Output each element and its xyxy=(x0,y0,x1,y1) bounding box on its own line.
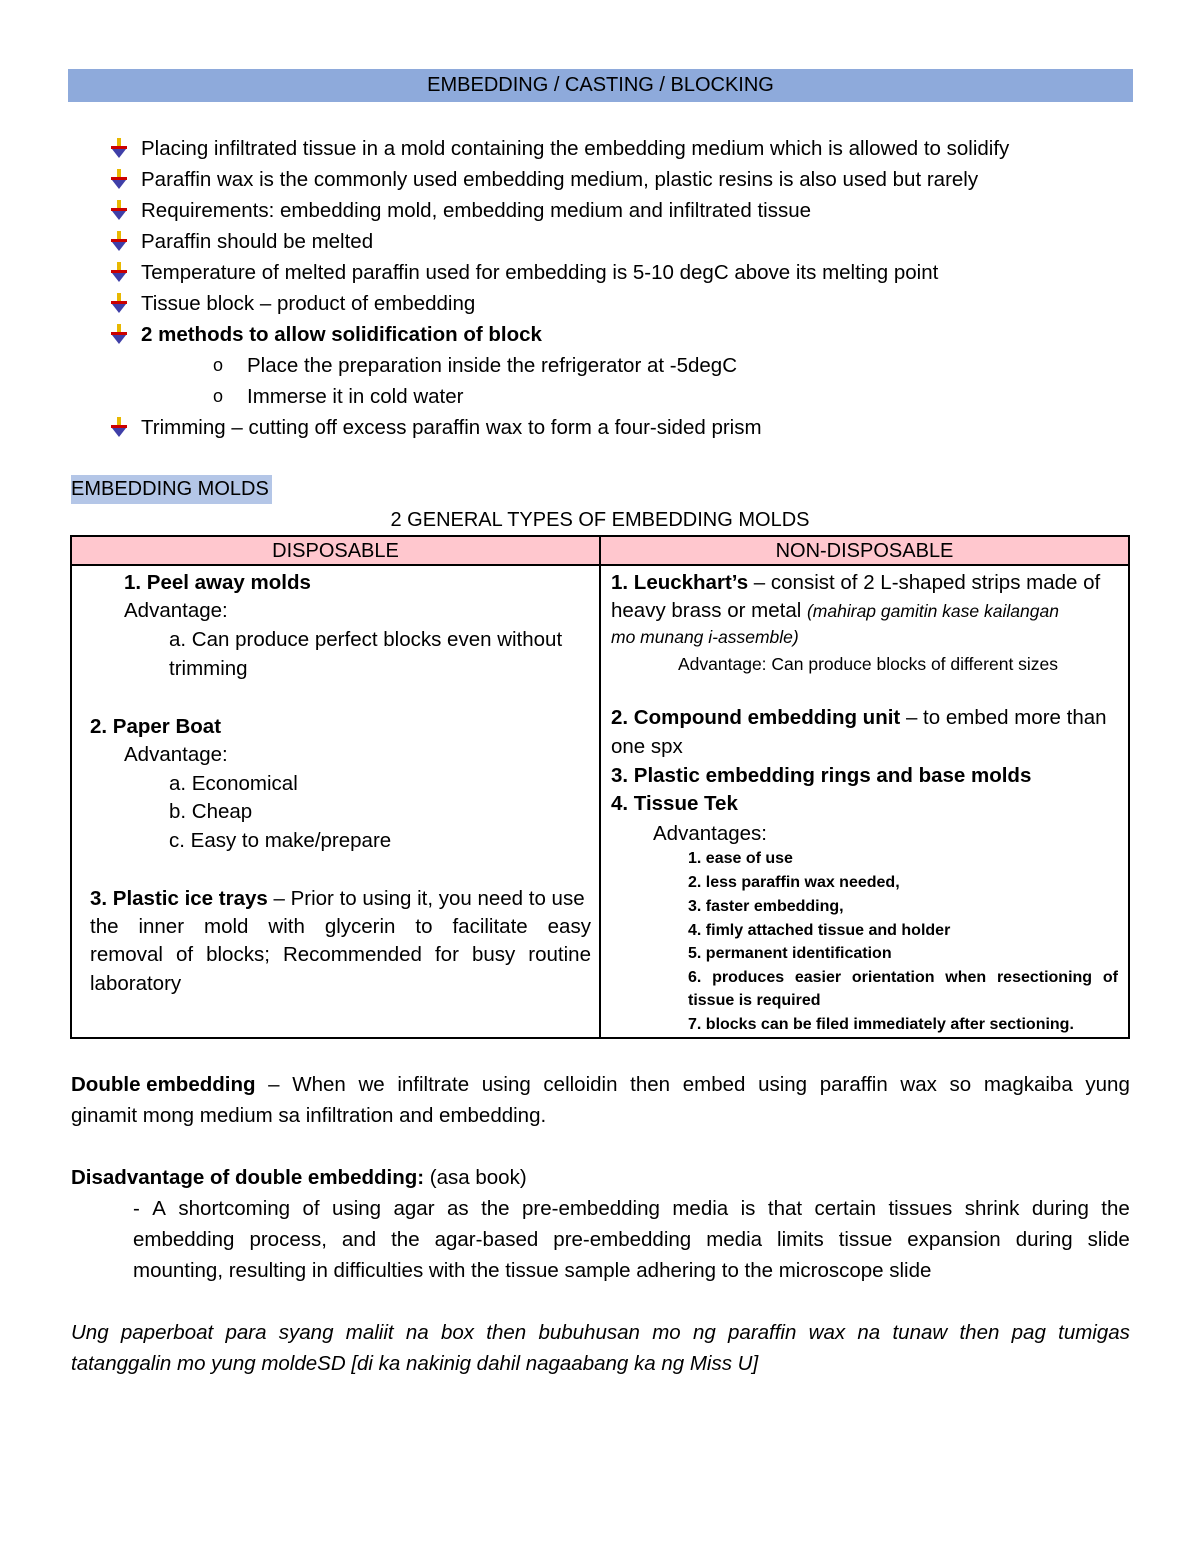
leuckhart-line: 1. Leuckhart’s – consist of 2 L-shaped strips made of xyxy=(611,571,1101,594)
leuckhart-title: 1. Leuckhart’s xyxy=(611,571,749,594)
circle-bullet-icon: o xyxy=(213,386,224,406)
peel-advantage-line: trimming xyxy=(169,657,248,680)
arrow-down-bullet-icon xyxy=(108,137,130,161)
list-item: Trimming – cutting off excess paraffin wax to form a four-sided prism xyxy=(108,412,1138,443)
disadvantage-heading-line: Disadvantage of double embedding: (asa book) xyxy=(71,1166,527,1189)
paperboat-note-line: Ung paperboat para syang maliit na box then bubuhusan mo ng paraffin wax na tunaw then pag tumigas xyxy=(71,1321,1130,1344)
arrow-down-bullet-icon xyxy=(108,292,130,316)
boat-advantage: a. Economical xyxy=(169,772,298,795)
sub-list-item: o Immerse it in cold water xyxy=(108,381,1138,412)
list-item: Tissue block – product of embedding xyxy=(108,288,1138,319)
circle-bullet-icon: o xyxy=(213,355,224,375)
column-header-disposable: DISPOSABLE xyxy=(272,540,399,562)
advantages-label: Advantages: xyxy=(653,822,767,845)
advantage-label: Advantage: xyxy=(124,743,228,766)
disadvantage-heading: Disadvantage of double embedding: xyxy=(71,1166,425,1189)
non-disposable-cell xyxy=(601,566,1128,1037)
tek-advantage: tissue is required xyxy=(688,992,821,1009)
arrow-down-bullet-icon xyxy=(108,261,130,285)
sub-list-item: o Place the preparation inside the refrigerator at -5degC xyxy=(108,350,1138,381)
list-item: Paraffin should be melted xyxy=(108,226,1138,257)
ice-trays-line: 3. Plastic ice trays – Prior to using it, you need to use xyxy=(90,887,585,910)
tek-advantage: 6. produces easier orientation when resectioning of xyxy=(688,969,1118,986)
paperboat-note-line: tatanggalin mo yung moldeSD [di ka nakinig dahil nagaabang ka ng Miss U] xyxy=(71,1352,759,1375)
tek-advantage: 1. ease of use xyxy=(688,850,793,867)
list-item: Paraffin wax is the commonly used embedding medium, plastic resins is also used but rarely xyxy=(108,164,1138,195)
boat-advantage: b. Cheap xyxy=(169,800,253,823)
bullet-list xyxy=(108,133,1138,443)
compound-line: one spx xyxy=(611,735,683,758)
peel-away-title: 1. Peel away molds xyxy=(124,571,311,594)
molds-table xyxy=(70,535,1130,1039)
ice-trays-title: 3. Plastic ice trays xyxy=(90,887,268,910)
section-heading: EMBEDDING MOLDS xyxy=(71,475,272,504)
tek-advantage: 7. blocks can be filed immediately after sectioning. xyxy=(688,1016,1074,1033)
disadvantage-line: mounting, resulting in difficulties with the tissue sample adhering to the microscope slide xyxy=(133,1259,932,1282)
column-header-non-disposable: NON-DISPOSABLE xyxy=(775,540,954,562)
double-embedding-line: ginamit mong medium sa infiltration and embedding. xyxy=(71,1104,547,1127)
tek-advantage: 4. fimly attached tissue and holder xyxy=(688,922,951,939)
page-title: EMBEDDING / CASTING / BLOCKING xyxy=(68,69,1133,102)
arrow-down-bullet-icon xyxy=(108,168,130,192)
double-embedding-line: Double embedding – When we infiltrate using celloidin then embed using paraffin wax so magkaiba yung xyxy=(71,1069,1130,1100)
list-item: Placing infiltrated tissue in a mold containing the embedding medium which is allowed to solidify xyxy=(108,133,1138,164)
tek-advantage: 5. permanent identification xyxy=(688,945,892,962)
tek-advantage: 3. faster embedding, xyxy=(688,898,844,915)
ice-trays-line: removal of blocks; Recommended for busy routine xyxy=(90,943,591,966)
disadvantage-line: embedding process, and the agar-based pre-embedding media limits tissue expansion during slide xyxy=(133,1228,1130,1251)
boat-advantage: c. Easy to make/prepare xyxy=(169,829,392,852)
list-item: 2 methods to allow solidification of block xyxy=(108,319,1138,350)
arrow-down-bullet-icon xyxy=(108,199,130,223)
arrow-down-bullet-icon xyxy=(108,416,130,440)
compound-title: 2. Compound embedding unit xyxy=(611,706,901,729)
disadvantage-line: - A shortcoming of using agar as the pre-embedding media is that certain tissues shrink during the xyxy=(133,1197,1130,1220)
tek-advantage: 2. less paraffin wax needed, xyxy=(688,874,900,891)
arrow-down-bullet-icon xyxy=(108,323,130,347)
ice-trays-line: the inner mold with glycerin to facilitate easy xyxy=(90,915,591,938)
compound-line: 2. Compound embedding unit – to embed more than xyxy=(611,706,1107,729)
peel-advantage-line: a. Can produce perfect blocks even without xyxy=(169,628,563,651)
leuckhart-advantage: Advantage: Can produce blocks of different sizes xyxy=(678,654,1059,674)
leuckhart-note: mo munang i-assemble) xyxy=(611,627,799,647)
double-embedding-term: Double embedding xyxy=(71,1073,256,1096)
disposable-cell xyxy=(72,566,599,1037)
list-item: Temperature of melted paraffin used for embedding is 5-10 degC above its melting point xyxy=(108,257,1138,288)
arrow-down-bullet-icon xyxy=(108,230,130,254)
advantage-label: Advantage: xyxy=(124,599,228,622)
paper-boat-title: 2. Paper Boat xyxy=(90,715,222,738)
table-title: 2 GENERAL TYPES OF EMBEDDING MOLDS xyxy=(390,509,810,531)
leuckhart-line: heavy brass or metal (mahirap gamitin kase kailangan xyxy=(611,599,1059,622)
ice-trays-line: laboratory xyxy=(90,972,182,995)
plastic-rings-title: 3. Plastic embedding rings and base molds xyxy=(611,764,1032,787)
tissue-tek-title: 4. Tissue Tek xyxy=(611,792,738,815)
list-item: Requirements: embedding mold, embedding medium and infiltrated tissue xyxy=(108,195,1138,226)
